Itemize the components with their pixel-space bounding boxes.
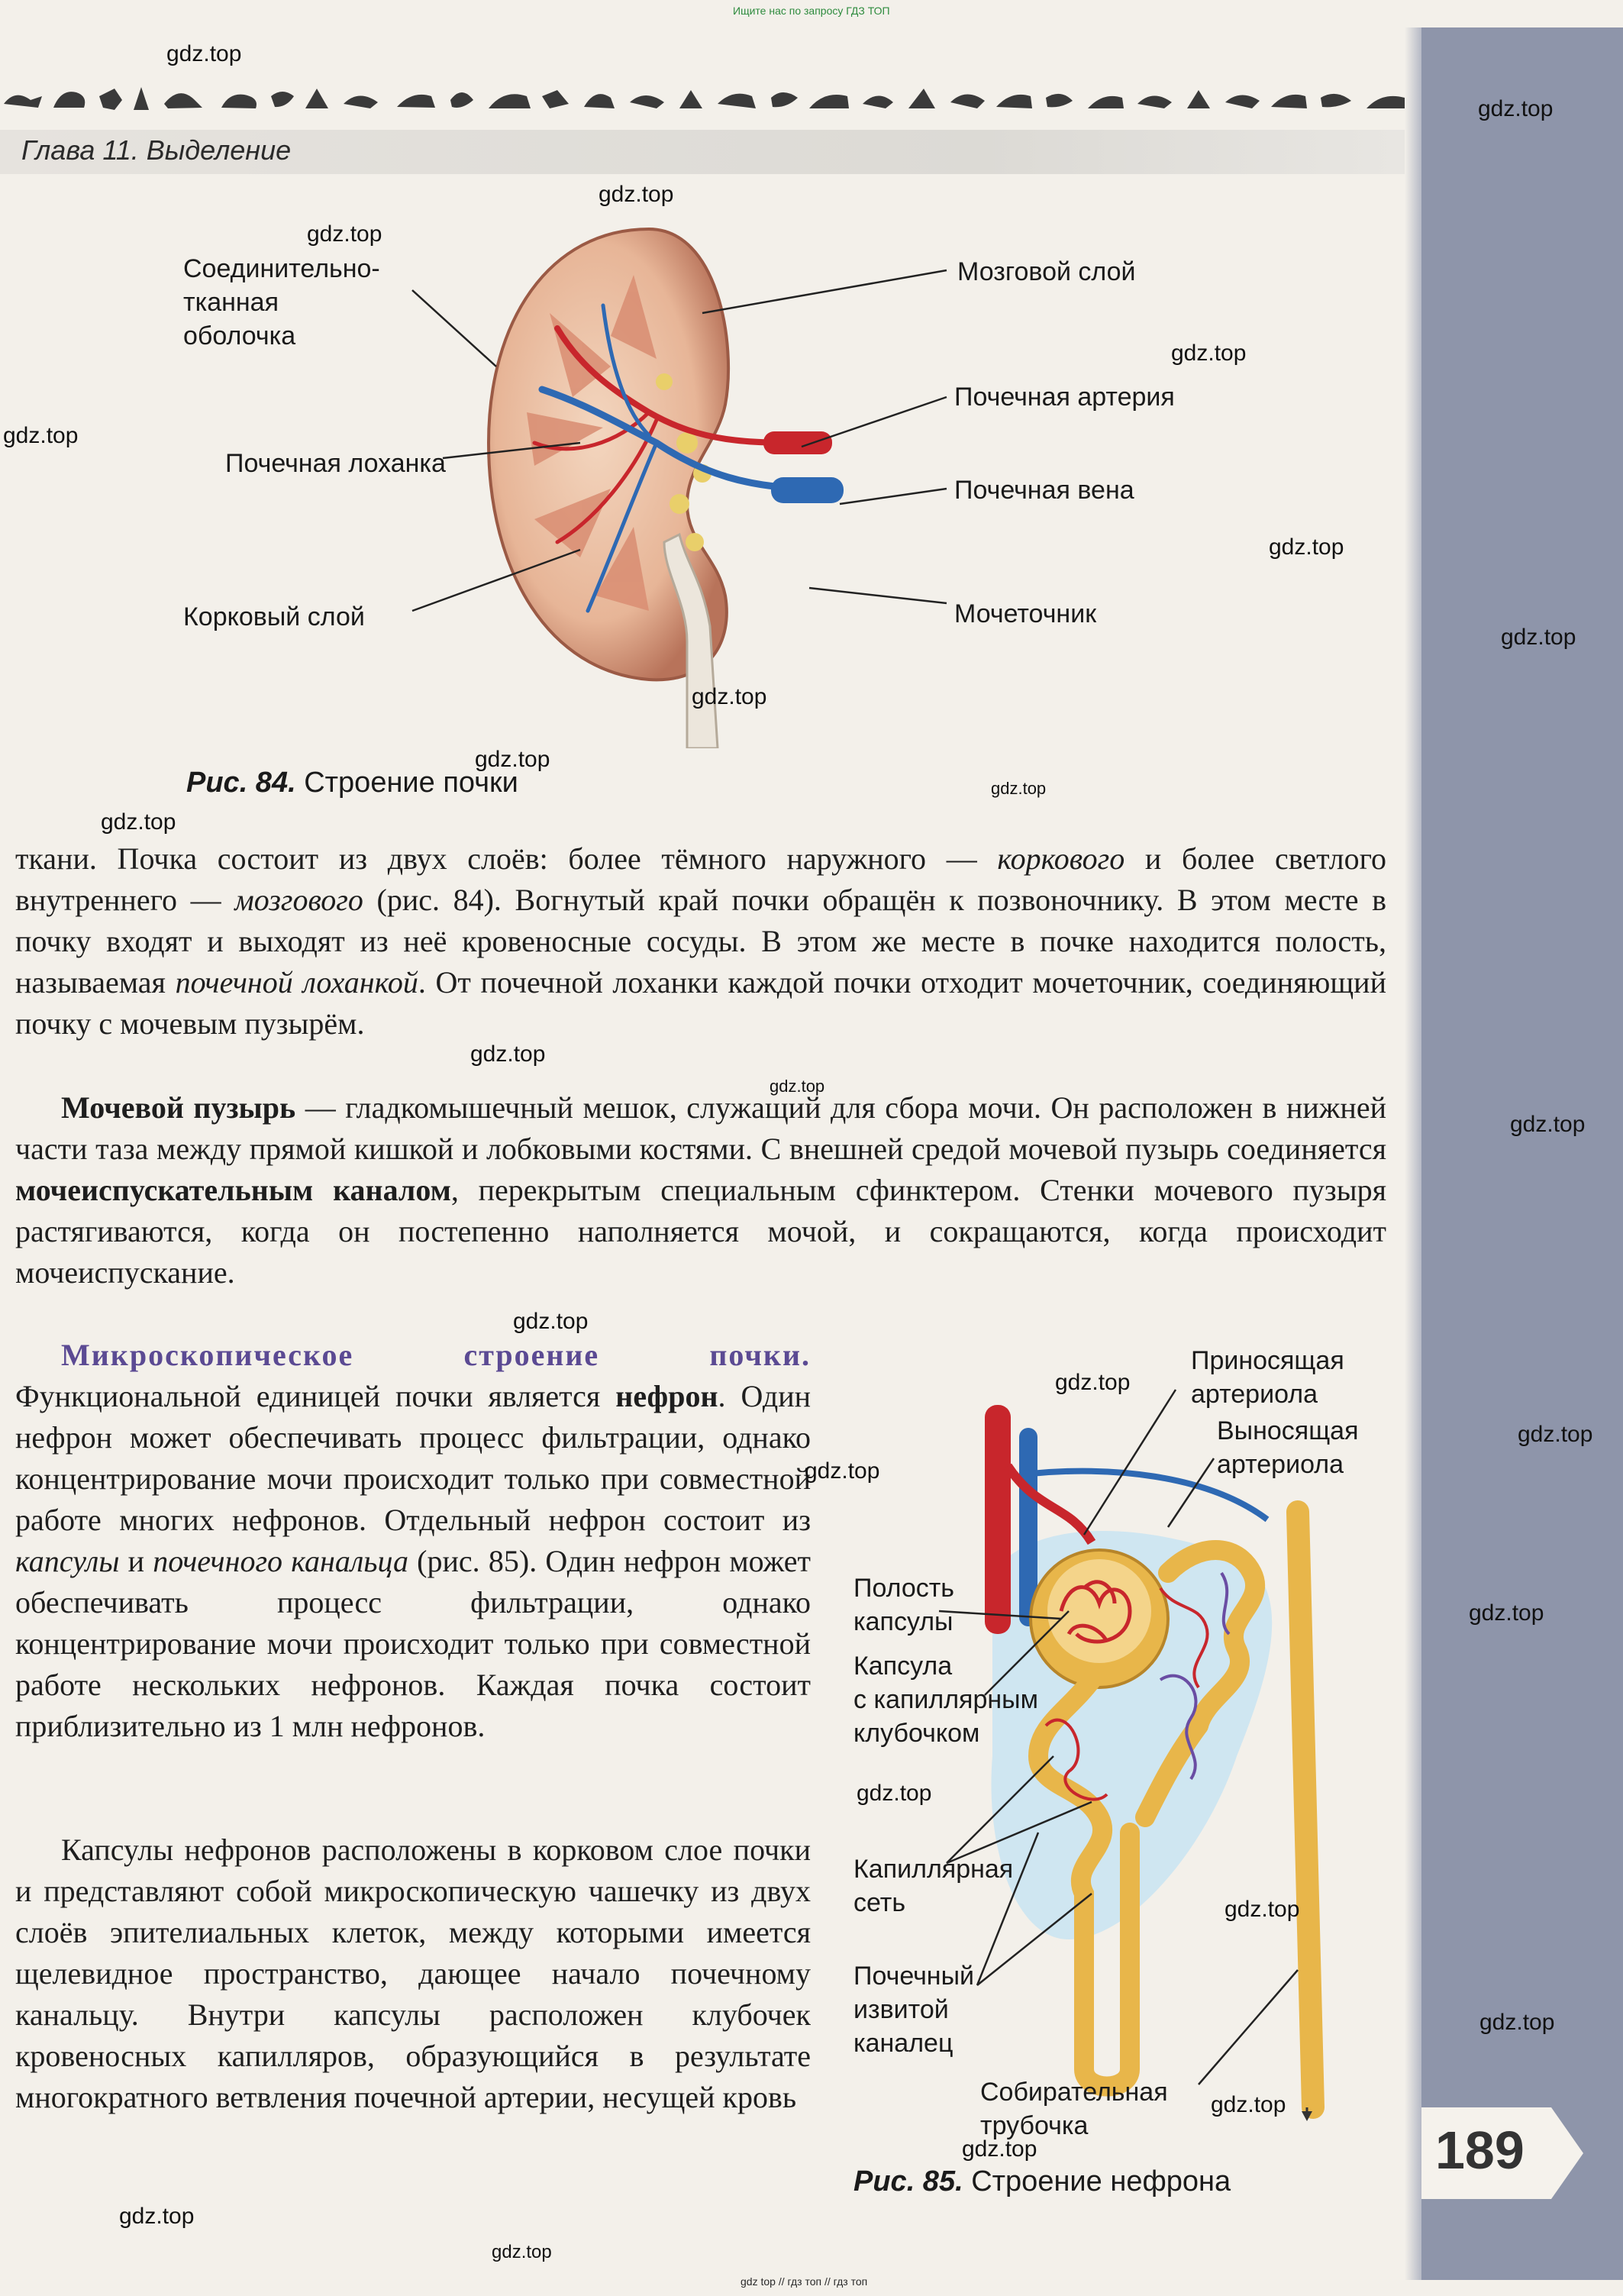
watermark: gdz.top — [805, 1458, 880, 1484]
figure84-caption-number: Рис. 84. — [186, 767, 296, 799]
watermark: gdz.top — [166, 41, 242, 66]
watermark: gdz.top — [492, 2242, 552, 2262]
watermark: gdz.top — [101, 809, 176, 835]
watermark: gdz.top — [692, 684, 767, 709]
paragraph-capsules: Капсулы нефронов расположены в корковом слое почки и представляют собой микроскопическую чашечку из двух слоёв эпителиальных клеток, между которыми имеется щелевидное пространство, дающее начало почечному канальцу. Внутри капсулы расположен клубочек кровеносных капилляров, образующийся в результате многократного ветвления почечной артерии, несущей кровь — [15, 1833, 811, 2114]
figure84-caption-text: Строение почки — [304, 767, 518, 799]
label-medulla: Мозговой слой — [957, 257, 1136, 286]
chapter-title: Глава 11. Выделение — [21, 134, 292, 166]
watermark: gdz.top — [1518, 1422, 1593, 1447]
label-afferent-arteriole: Приносящая артериола — [1191, 1346, 1344, 1409]
watermark: gdz.top — [470, 1041, 546, 1067]
paragraph-bladder: Мочевой пузырь — гладкомышечный мешок, служащий для сбора мочи. Он расположен в нижней части таза между прямой кишкой и лобковыми костями. С внешней средой мочевой пузырь соединяется мочеиспускательным каналом, перекрытым специальным сфинктером. Стенки мочевого пузыря растягиваются, когда он постепенно наполняется мочой, и сокращаются, когда происходит мочеиспускание. — [15, 1090, 1386, 1290]
label-efferent-arteriole: Выносящая артериола — [1217, 1416, 1359, 1479]
label-capsule-glomerulus: Капсула с капиллярным клубочком — [853, 1652, 1038, 1748]
watermark: gdz.top — [962, 2136, 1037, 2162]
label-capillary-network: Капиллярная сеть — [853, 1855, 1014, 1917]
label-ureter: Мочеточник — [954, 599, 1097, 628]
label-convoluted-tubule: Почечный извитой каналец — [853, 1962, 975, 2058]
label-capsule-cavity: Полость капсулы — [853, 1574, 955, 1636]
watermark: gdz.top — [3, 423, 79, 448]
watermark: gdz.top — [1469, 1600, 1544, 1626]
watermark: gdz.top — [857, 1781, 932, 1806]
animal-silhouettes-strip — [0, 73, 1420, 119]
figure84-caption — [186, 767, 518, 799]
figure84-leader-lines — [0, 229, 992, 657]
page-number: 189 — [1435, 2120, 1525, 2180]
label-renal-vein: Почечная вена — [954, 476, 1134, 505]
label-renal-artery: Почечная артерия — [954, 383, 1175, 412]
watermark: gdz.top — [1479, 2010, 1555, 2035]
right-margin-fade — [1405, 27, 1423, 2280]
right-margin — [1421, 27, 1623, 2280]
watermark: gdz.top — [770, 1077, 825, 1096]
subheading-microstructure: Микроскопическое строение почки. — [61, 1338, 811, 1372]
top-search-hint: Ищите нас по запросу ГДЗ ТОП — [733, 5, 890, 17]
watermark: gdz.top — [1269, 534, 1344, 560]
figure85-caption-text: Строение нефрона — [971, 2165, 1231, 2198]
figure85-caption-number: Рис. 85. — [853, 2165, 963, 2198]
figure85-caption — [853, 2165, 1231, 2198]
paragraph-nephron: Микроскопическое строение почки. Функциональной единицей почки является нефрон. Один нефрон может обеспечивать процесс фильтрации, однако концентрирование мочи происходит только при совместной работе многих нефронов. Отдельный нефрон состоит из капсулы и почечного канальца (рис. 85). Один нефрон может обеспечивать процесс фильтрации, однако концентрирование мочи происходит только при совместной работе нескольких нефронов. Каждая почка состоит приблизительно из 1 млн нефронов. — [15, 1338, 812, 1743]
watermark: gdz.top — [599, 182, 674, 207]
watermark: gdz.top — [1211, 2092, 1286, 2117]
watermark: gdz.top — [119, 2204, 195, 2229]
watermark: gdz.top — [307, 221, 382, 247]
watermark: gdz.top — [1225, 1897, 1300, 1922]
watermark: gdz.top — [1055, 1370, 1131, 1395]
bottom-watermark-strip: gdz top // гдз топ // гдз топ — [741, 2275, 868, 2288]
label-collecting-duct: Собирательная трубочка — [980, 2078, 1168, 2140]
watermark: gdz.top — [1478, 96, 1554, 121]
watermark: gdz.top — [1171, 341, 1247, 366]
watermark: gdz.top — [1501, 625, 1576, 650]
paragraph-kidney-layers: ткани. Почка состоит из двух слоёв: более тёмного наружного — коркового и более светлого внутреннего — мозгового (рис. 84). Вогнутый край почки обращён к позвоночнику. В этом месте в почку входят и выходят из неё кровеносные сосуды. В этом же месте в почке находится полость, называемая почечной лоханкой. От почечной лоханки каждой почки отходит мочеточник, соединяющий почку с мочевым пузырём. — [15, 841, 1387, 1041]
label-renal-pelvis: Почечная лоханка — [225, 449, 446, 478]
watermark: gdz.top — [475, 747, 550, 772]
label-connective-capsule: Соединительно- тканная оболочка — [183, 254, 380, 350]
watermark: gdz.top — [991, 779, 1047, 798]
label-cortex: Корковый слой — [183, 602, 365, 631]
watermark: gdz.top — [513, 1309, 589, 1334]
watermark: gdz.top — [1510, 1112, 1586, 1137]
